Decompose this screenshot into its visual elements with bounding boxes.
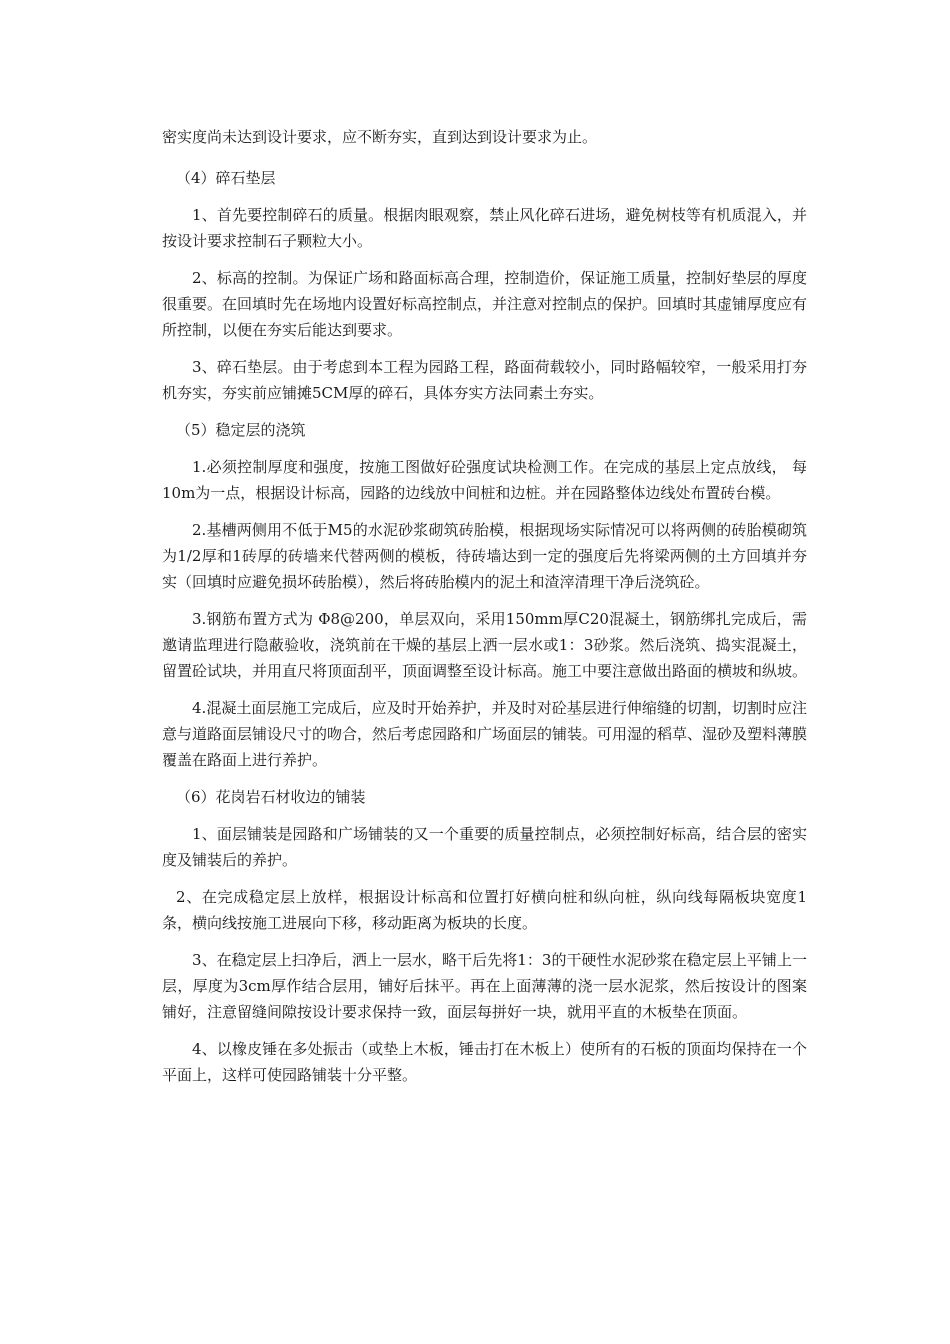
paragraph: 3.钢筋布置方式为 Φ8@200，单层双向，采用150mm厚C20混凝土，钢筋绑扎完成后，需邀请监理进行隐蔽验收，浇筑前在干燥的基层上洒一层水或1：3砂浆。然后浇筑、捣实混凝土，留置砼试块，并用直尺将顶面刮平，顶面调整至设计标高。施工中要注意做出路面的横坡和纵坡。: [162, 610, 808, 680]
section-heading-gravel-cushion: （4）碎石垫层: [176, 169, 276, 187]
document-body: [162, 124, 807, 1099]
paragraph: 2、标高的控制。为保证广场和路面标高合理，控制造价，保证施工质量，控制好垫层的厚度很重要。在回填时先在场地内设置好标高控制点，并注意对控制点的保护。回填时其虚铺厚度应有所控制，以便在夯实后能达到要求。: [162, 269, 808, 339]
paragraph: 2.基槽两侧用不低于M5的水泥砂浆砌筑砖胎模，根据现场实际情况可以将两侧的砖胎模砌筑为1/2厚和1砖厚的砖墙来代替两侧的模板，待砖墙达到一定的强度后先将梁两侧的土方回填并夯实（回填时应避免损坏砖胎模），然后将砖胎模内的泥土和渣滓清理干净后浇筑砼。: [162, 521, 807, 591]
section-heading-granite-edging: （6）花岗岩石材收边的铺装: [176, 788, 366, 806]
paragraph: 3、碎石垫层。由于考虑到本工程为园路工程，路面荷载较小，同时路幅较窄，一般采用打夯机夯实，夯实前应铺摊5CM厚的碎石，具体夯实方法同素土夯实。: [162, 358, 807, 402]
paragraph: 4.混凝土面层施工完成后，应及时开始养护，并及时对砼基层进行伸缩缝的切割，切割时应注意与道路面层铺设尺寸的吻合，然后考虑园路和广场面层的铺装。可用湿的稻草、湿砂及塑料薄膜覆盖在路面上进行养护。: [162, 699, 808, 769]
paragraph: 1.必须控制厚度和强度，按施工图做好砼强度试块检测工作。在完成的基层上定点放线， 每10m为一点，根据设计标高，园路的边线放中间桩和边桩。并在园路整体边线处布置砖台模。: [162, 458, 807, 502]
paragraph: 3、在稳定层上扫净后，洒上一层水，略干后先将1：3的干硬性水泥砂浆在稳定层上平铺上一层，厚度为3cm厚作结合层用，铺好后抹平。再在上面薄薄的浇一层水泥浆，然后按设计的图案铺好，注意留缝间隙按设计要求保持一致，面层每拼好一块，就用平直的木板垫在顶面。: [162, 951, 807, 1021]
paragraph: 1、首先要控制碎石的质量。根据肉眼观察，禁止风化碎石进场，避免树枝等有机质混入，并按设计要求控制石子颗粒大小。: [162, 206, 807, 250]
paragraph: 2、在完成稳定层上放样，根据设计标高和位置打好横向桩和纵向桩，纵向线每隔板块宽度1条，横向线按施工进展向下移，移动距离为板块的长度。: [162, 888, 807, 932]
section-heading-stable-layer: （5）稳定层的浇筑: [176, 421, 306, 439]
paragraph: 4、以橡皮锤在多处振击（或垫上木板，锤击打在木板上）使所有的石板的顶面均保持在一个平面上，这样可使园路铺装十分平整。: [162, 1040, 807, 1084]
paragraph-continuation: 密实度尚未达到设计要求，应不断夯实，直到达到设计要求为止。: [162, 128, 598, 146]
paragraph: 1、面层铺装是园路和广场铺装的又一个重要的质量控制点，必须控制好标高，结合层的密实度及铺装后的养护。: [162, 825, 807, 869]
